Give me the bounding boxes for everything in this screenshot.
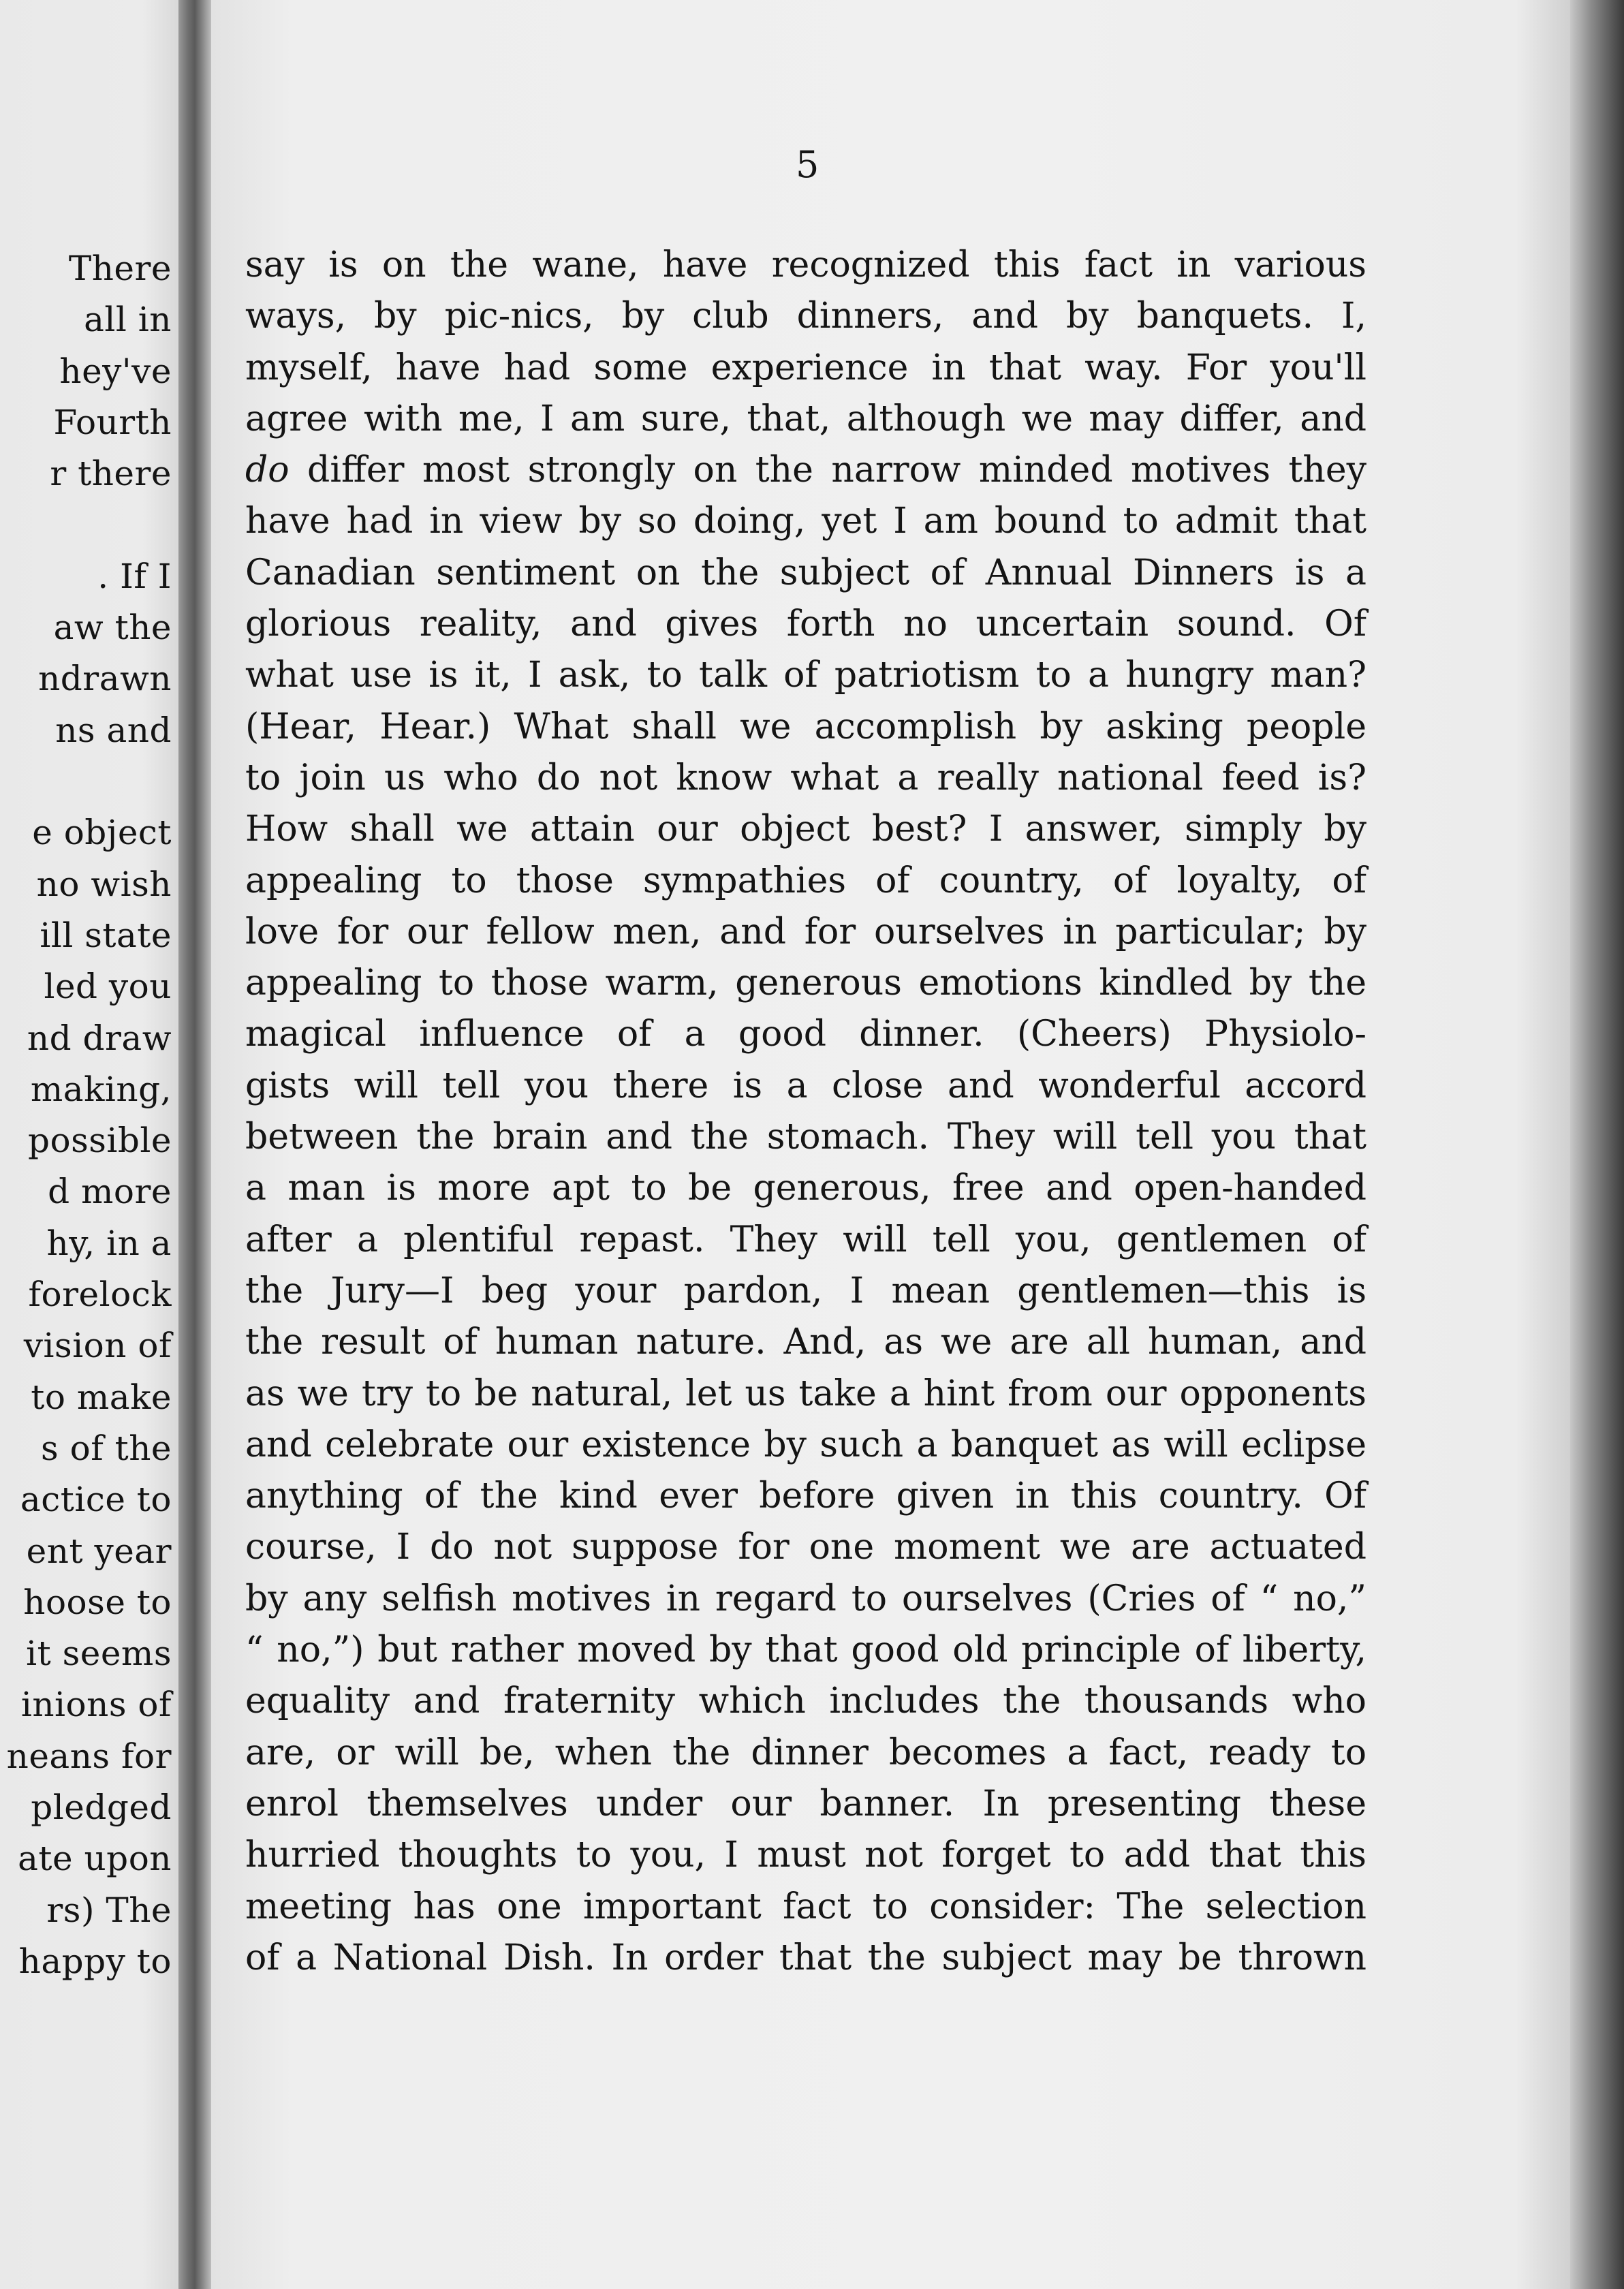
left-page-line: d more: [48, 1172, 172, 1212]
left-page-line: ndrawn: [38, 659, 172, 699]
text-line: have had in view by so doing, yet I am bound to admit that: [245, 501, 1367, 542]
text-line: ways, by pic-nics, by club dinners, and by banquets. I,: [245, 296, 1367, 337]
text-line: appealing to those warm, generous emotions kindled by the: [245, 963, 1367, 1004]
body-text: [245, 240, 1367, 1984]
text-line: the result of human nature. And, as we are all human, and: [245, 1322, 1367, 1363]
text-line: agree with me, I am sure, that, although we may differ, and: [245, 398, 1367, 439]
left-page-line: . If I: [97, 556, 172, 596]
left-page-line: all in: [84, 300, 172, 340]
text-line: and celebrate our existence by such a banquet as will eclipse: [245, 1424, 1367, 1465]
text-line: hurried thoughts to you, I must not forget to add that this: [245, 1835, 1367, 1876]
left-page-line: ate upon: [18, 1839, 172, 1879]
text-line: a man is more apt to be generous, free and open-handed: [245, 1168, 1367, 1209]
text-line: magical influence of a good dinner. (Cheers) Physiolo-: [245, 1014, 1367, 1055]
text-line: do differ most strongly on the narrow minded motives they: [245, 450, 1367, 491]
left-page-line: to make: [31, 1377, 172, 1417]
text-line: equality and fraternity which includes the thousands who: [245, 1681, 1367, 1722]
left-page-line: vision of: [23, 1326, 172, 1366]
left-page-line: forelock: [28, 1275, 172, 1314]
left-page-line: hoose to: [23, 1582, 172, 1622]
text-line: as we try to be natural, let us take a hint from our opponents: [245, 1373, 1367, 1414]
text-line: to join us who do not know what a really national feed is?: [245, 757, 1367, 798]
page-edge-shadow: [1570, 0, 1624, 2289]
text-line: after a plentiful repast. They will tell you, gentlemen of: [245, 1219, 1367, 1260]
text-line: glorious reality, and gives forth no uncertain sound. Of: [245, 604, 1367, 645]
text-line: appealing to those sympathies of country, of loyalty, of: [245, 860, 1367, 901]
left-page-line: led you: [44, 967, 172, 1007]
left-page-line: happy to: [18, 1941, 172, 1981]
left-page-line: There: [68, 249, 172, 288]
text-line: anything of the kind ever before given in this country. Of: [245, 1476, 1367, 1517]
left-page-line: neans for: [6, 1736, 172, 1776]
text-line: say is on the wane, have recognized this fact in various: [245, 245, 1367, 285]
text-line: between the brain and the stomach. They will tell you that: [245, 1117, 1367, 1158]
left-page-line: making,: [30, 1069, 172, 1109]
page-number: 5: [796, 143, 819, 186]
text-line: what use is it, I ask, to talk of patriotism to a hungry man?: [245, 655, 1367, 696]
left-page-line: ent year: [26, 1531, 172, 1571]
left-page-line: it seems: [26, 1634, 172, 1674]
left-page-line: nd draw: [27, 1018, 172, 1058]
left-facing-page: [0, 0, 178, 2289]
emphasis: do: [245, 450, 290, 491]
left-page-line: rs) The: [46, 1890, 172, 1930]
text-line: Canadian sentiment on the subject of Annual Dinners is a: [245, 552, 1367, 593]
left-page-line: e object: [32, 813, 172, 853]
left-page-line: no wish: [36, 864, 172, 904]
left-page-line: Fourth: [53, 402, 172, 442]
text-line: of a National Dish. In order that the subject may be thrown: [245, 1937, 1367, 1978]
text-line: myself, have had some experience in that way. For you'll: [245, 347, 1367, 388]
left-page-line: possible: [27, 1121, 172, 1161]
left-page-line: pledged: [31, 1788, 172, 1827]
left-page-line: r there: [50, 454, 172, 494]
text-line: gists will tell you there is a close and wonderful accord: [245, 1065, 1367, 1106]
text-line: meeting has one important fact to consider: The selection: [245, 1886, 1367, 1927]
left-page-line: hey've: [59, 351, 172, 391]
text-line: How shall we attain our object best? I answer, simply by: [245, 809, 1367, 850]
text-line: (Hear, Hear.) What shall we accomplish by asking people: [245, 706, 1367, 747]
text-line: love for our fellow men, and for ourselves in particular; by: [245, 911, 1367, 952]
text-line: enrol themselves under our banner. In presenting these: [245, 1783, 1367, 1824]
left-page-line: hy, in a: [46, 1223, 172, 1263]
text-line: by any selfish motives in regard to ourselves (Cries of “ no,”: [245, 1578, 1367, 1619]
left-page-line: s of the: [41, 1428, 172, 1468]
text-line: are, or will be, when the dinner becomes a fact, ready to: [245, 1732, 1367, 1773]
left-page-line: ns and: [55, 710, 172, 750]
left-page-line: actice to: [20, 1480, 172, 1520]
text-line: the Jury—I beg your pardon, I mean gentlemen—this is: [245, 1270, 1367, 1311]
left-page-line: ill state: [40, 915, 172, 955]
left-page-line: aw the: [53, 608, 172, 648]
book-gutter: [178, 0, 211, 2289]
text-line: “ no,”) but rather moved by that good old principle of liberty,: [245, 1630, 1367, 1671]
text-line: course, I do not suppose for one moment we are actuated: [245, 1527, 1367, 1568]
left-page-line: inions of: [20, 1685, 172, 1725]
